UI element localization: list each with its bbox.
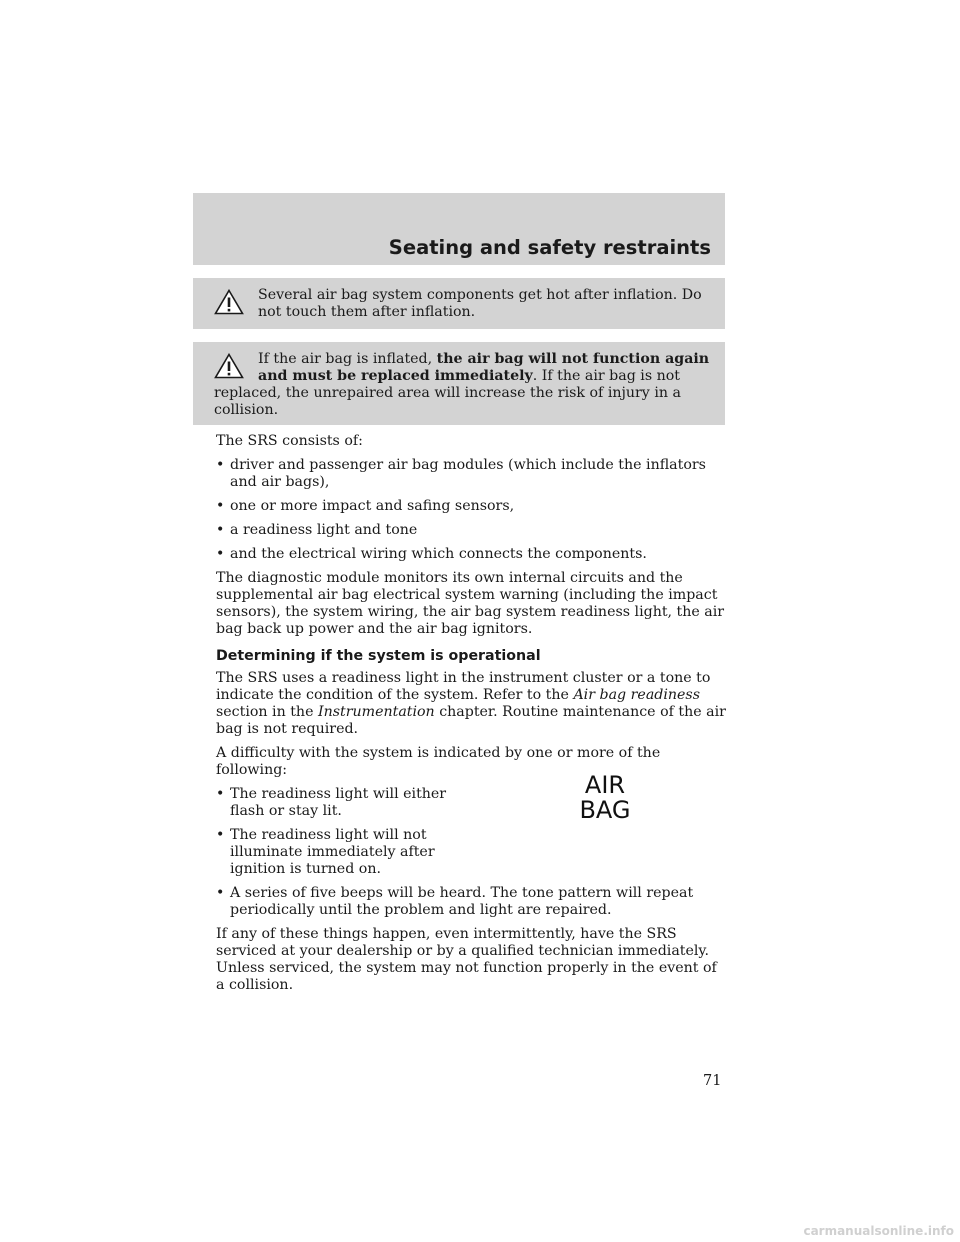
bullet: • bbox=[216, 786, 225, 802]
list-item: • one or more impact and safing sensors, bbox=[216, 498, 515, 514]
list-item: • and the electrical wiring which connects the components. bbox=[216, 546, 647, 562]
warning-lead: If the air bag is inflated, bbox=[258, 351, 437, 367]
main-content bbox=[216, 433, 728, 1001]
warning-box-inflated bbox=[193, 342, 725, 425]
bullet: • bbox=[216, 498, 225, 514]
warning-triangle-icon bbox=[214, 353, 244, 379]
list-item: • A series of five beeps will be heard. The tone pattern will repeat periodically until the problem and light are repaired. bbox=[216, 885, 694, 918]
warning-rest: . If the air bag is not replaced, the unrepaired area will increase the risk of injury in a collision. bbox=[214, 368, 681, 418]
list-item: • a readiness light and tone bbox=[216, 522, 418, 538]
warning-triangle-icon bbox=[214, 289, 244, 315]
bullet: • bbox=[216, 827, 225, 843]
bullet: • bbox=[216, 457, 225, 473]
service-paragraph: If any of these things happen, even intermittently, have the SRS serviced at your dealership or by a qualified technician immediately. Unless serviced, the system may not function properly in the event of a collision. bbox=[216, 926, 717, 993]
bullet: • bbox=[216, 885, 225, 901]
list-item: • The readiness light will either flash or stay lit. bbox=[216, 786, 447, 819]
bullet: • bbox=[216, 546, 225, 562]
list-item: • driver and passenger air bag modules (which include the inflators and air bags), bbox=[216, 457, 706, 490]
section-heading: Determining if the system is operational bbox=[216, 648, 541, 664]
diagnostic-paragraph: The diagnostic module monitors its own internal circuits and the supplemental air bag electrical system warning (including the impact sensors), the system wiring, the air bag system readiness light, the air bag back up power and the air bag ignitors. bbox=[216, 570, 725, 637]
airbag-symbol: AIR BAG bbox=[579, 771, 631, 824]
difficulty-list bbox=[216, 786, 728, 919]
page-number: 71 bbox=[703, 1073, 722, 1089]
list-item: • The readiness light will not illuminate immediately after ignition is turned on. bbox=[216, 827, 435, 877]
difficulty-paragraph: A difficulty with the system is indicated by one or more of the following: bbox=[216, 745, 661, 778]
watermark: carmanualsonline.info bbox=[803, 1224, 954, 1238]
warning-bold: the air bag will not function again and must be replaced immediately bbox=[258, 351, 710, 384]
srs-list bbox=[216, 457, 728, 563]
page-title: Seating and safety restraints bbox=[388, 236, 711, 259]
warning-box-hot-components bbox=[193, 278, 725, 329]
page-header bbox=[193, 193, 725, 265]
bullet: • bbox=[216, 522, 225, 538]
srs-intro: The SRS consists of: bbox=[216, 433, 363, 449]
readiness-paragraph: The SRS uses a readiness light in the instrument cluster or a tone to indicate the condition of the system. Refer to the Air bag readiness section in the Instrumentation chapter. Routine maintenance of the air bag is not required. bbox=[216, 670, 726, 737]
warning-text: Several air bag system components get hot after inflation. Do not touch them after inflation. bbox=[258, 287, 702, 320]
